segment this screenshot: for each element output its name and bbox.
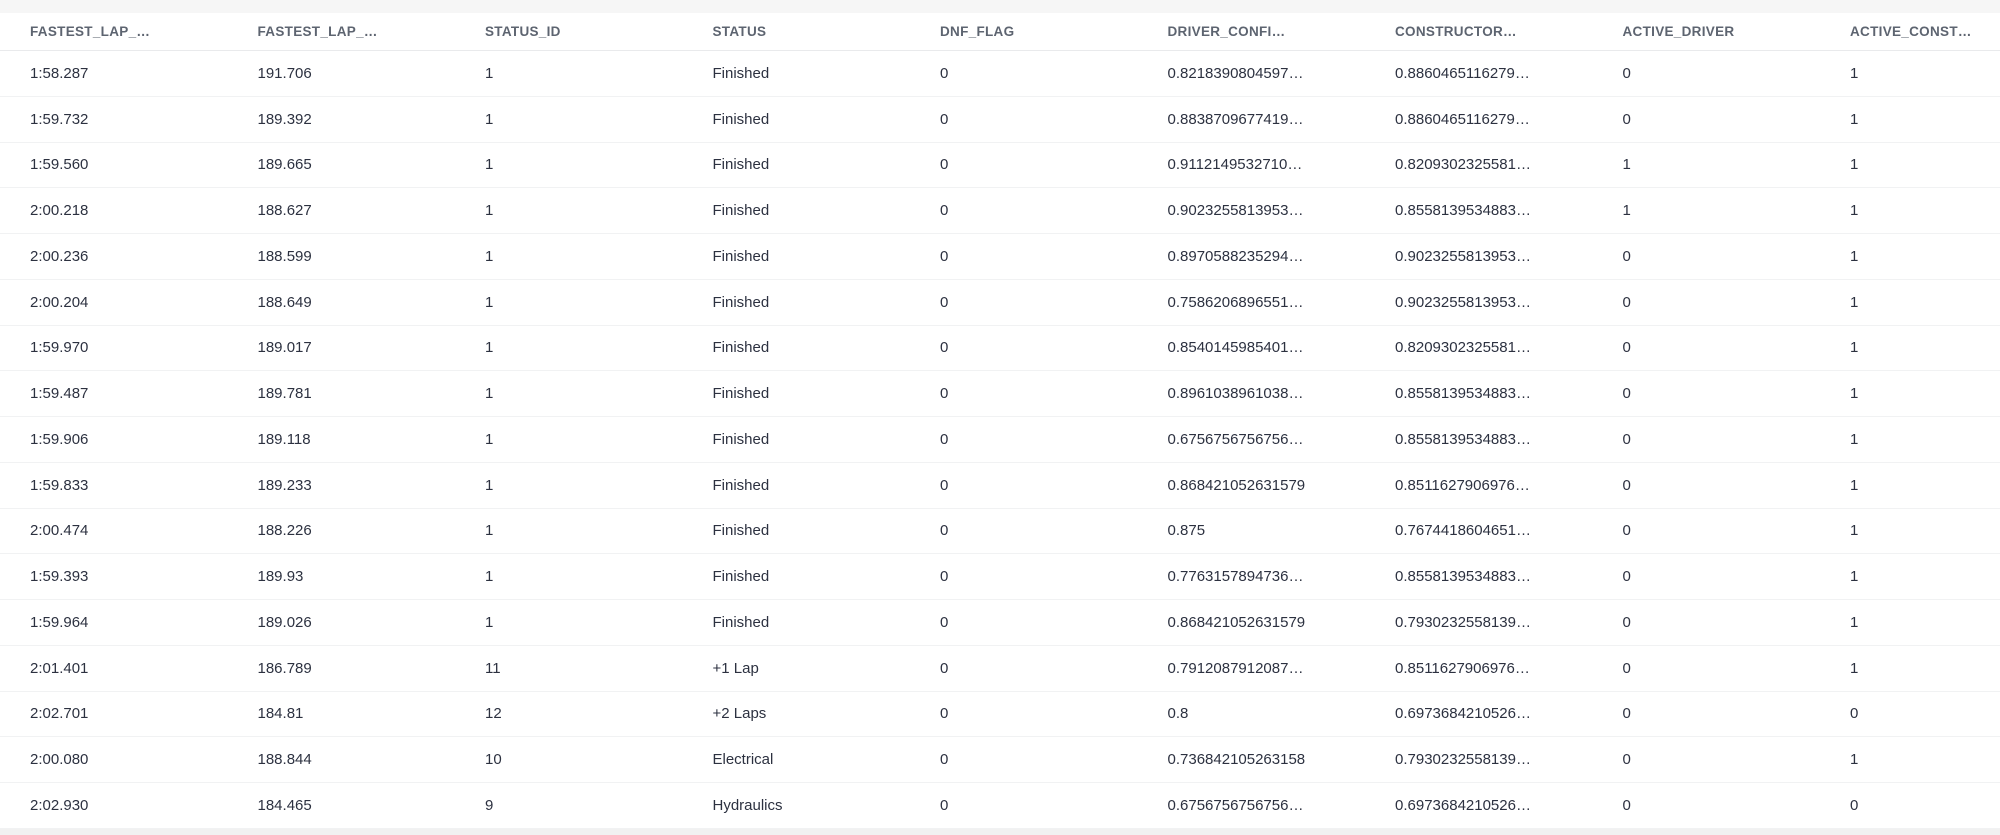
table-cell-constructor[interactable]: 0.8860465116279… xyxy=(1395,110,1530,128)
table-cell-fastest-lap-time[interactable]: 1:59.393 xyxy=(30,568,89,586)
table-row[interactable] xyxy=(0,234,2000,280)
table-cell-active-const[interactable]: 1 xyxy=(1850,522,1859,540)
table-cell-dnf-flag[interactable]: 0 xyxy=(940,385,949,403)
table-cell-status-id[interactable]: 1 xyxy=(485,156,494,174)
table-cell-fastest-lap-speed[interactable]: 186.789 xyxy=(257,659,312,677)
column-header-fastest-lap-time[interactable]: FASTEST_LAP_… xyxy=(30,24,151,39)
table-row[interactable] xyxy=(0,326,2000,372)
table-cell-dnf-flag[interactable]: 0 xyxy=(940,522,949,540)
table-cell-status[interactable]: Electrical xyxy=(712,751,774,769)
table-cell-driver-confi[interactable]: 0.736842105263158 xyxy=(1167,751,1306,769)
table-cell-constructor[interactable]: 0.8511627906976… xyxy=(1395,659,1530,677)
table-cell-status-id[interactable]: 11 xyxy=(485,659,501,677)
table-cell-status-id[interactable]: 9 xyxy=(485,796,494,814)
table-cell-status[interactable]: Finished xyxy=(712,522,770,540)
table-cell-dnf-flag[interactable]: 0 xyxy=(940,293,949,311)
table-cell-active-driver[interactable]: 0 xyxy=(1622,522,1631,540)
table-cell-fastest-lap-time[interactable]: 2:02.701 xyxy=(30,705,89,723)
table-cell-fastest-lap-time[interactable]: 2:00.080 xyxy=(30,751,89,769)
table-cell-constructor[interactable]: 0.8558139534883… xyxy=(1395,430,1531,448)
table-row[interactable] xyxy=(0,463,2000,509)
table-cell-active-const[interactable]: 1 xyxy=(1850,659,1859,677)
table-cell-fastest-lap-time[interactable]: 1:59.487 xyxy=(30,385,89,403)
table-cell-status-id[interactable]: 1 xyxy=(485,522,494,540)
table-cell-status-id[interactable]: 1 xyxy=(485,202,494,220)
table-cell-active-driver[interactable]: 0 xyxy=(1622,796,1631,814)
table-cell-fastest-lap-speed[interactable]: 188.649 xyxy=(257,293,312,311)
table-cell-status[interactable]: +1 Lap xyxy=(712,659,759,677)
table-cell-status[interactable]: Finished xyxy=(712,568,770,586)
table-cell-dnf-flag[interactable]: 0 xyxy=(940,430,949,448)
table-cell-status-id[interactable]: 1 xyxy=(485,110,494,128)
table-cell-active-driver[interactable]: 0 xyxy=(1622,705,1631,723)
table-scroll-area xyxy=(0,13,2000,829)
table-cell-dnf-flag[interactable]: 0 xyxy=(940,568,949,586)
table-cell-fastest-lap-speed[interactable]: 189.233 xyxy=(257,476,312,494)
table-cell-fastest-lap-speed[interactable]: 188.599 xyxy=(257,247,312,265)
table-row[interactable] xyxy=(0,143,2000,189)
table-cell-dnf-flag[interactable]: 0 xyxy=(940,110,949,128)
table-cell-active-const[interactable]: 1 xyxy=(1850,293,1859,311)
table-cell-active-const[interactable]: 1 xyxy=(1850,613,1859,631)
table-cell-status[interactable]: +2 Laps xyxy=(712,705,767,723)
table-cell-active-const[interactable]: 1 xyxy=(1850,751,1859,769)
table-cell-fastest-lap-speed[interactable]: 188.627 xyxy=(257,202,312,220)
column-header-status-id[interactable]: STATUS_ID xyxy=(485,24,561,39)
table-cell-active-const[interactable]: 1 xyxy=(1850,339,1859,357)
column-header-fastest-lap-speed[interactable]: FASTEST_LAP_… xyxy=(257,24,378,39)
table-cell-active-driver[interactable]: 0 xyxy=(1622,385,1631,403)
column-header-status[interactable]: STATUS xyxy=(712,24,767,39)
table-cell-dnf-flag[interactable]: 0 xyxy=(940,751,949,769)
table-row[interactable] xyxy=(0,417,2000,463)
table-cell-active-driver[interactable]: 0 xyxy=(1622,568,1631,586)
table-cell-driver-confi[interactable]: 0.8970588235294… xyxy=(1167,247,1304,265)
table-cell-status-id[interactable]: 1 xyxy=(485,247,494,265)
table-cell-active-driver[interactable]: 0 xyxy=(1622,293,1631,311)
table-cell-driver-confi[interactable]: 0.7763157894736… xyxy=(1167,568,1304,586)
table-cell-status[interactable]: Finished xyxy=(712,156,770,174)
table-cell-status[interactable]: Finished xyxy=(712,202,770,220)
table-row[interactable] xyxy=(0,600,2000,646)
table-cell-status[interactable]: Finished xyxy=(712,476,770,494)
table-cell-active-const[interactable]: 0 xyxy=(1850,705,1859,723)
table-cell-dnf-flag[interactable]: 0 xyxy=(940,339,949,357)
table-cell-active-driver[interactable]: 0 xyxy=(1622,247,1631,265)
table-cell-active-const[interactable]: 1 xyxy=(1850,430,1859,448)
table-cell-constructor[interactable]: 0.9023255813953… xyxy=(1395,293,1531,311)
table-cell-constructor[interactable]: 0.8860465116279… xyxy=(1395,64,1530,82)
table-cell-active-driver[interactable]: 0 xyxy=(1622,110,1631,128)
table-cell-dnf-flag[interactable]: 0 xyxy=(940,796,949,814)
table-cell-constructor[interactable]: 0.7674418604651… xyxy=(1395,522,1531,540)
table-cell-dnf-flag[interactable]: 0 xyxy=(940,156,949,174)
table-cell-active-driver[interactable]: 0 xyxy=(1622,430,1631,448)
table-cell-constructor[interactable]: 0.8558139534883… xyxy=(1395,385,1531,403)
table-cell-constructor[interactable]: 0.8209302325581… xyxy=(1395,156,1531,174)
table-cell-active-driver[interactable]: 0 xyxy=(1622,751,1631,769)
table-cell-driver-confi[interactable]: 0.7586206896551… xyxy=(1167,293,1304,311)
table-cell-fastest-lap-time[interactable]: 1:59.560 xyxy=(30,156,89,174)
table-row[interactable] xyxy=(0,646,2000,692)
table-cell-active-const[interactable]: 1 xyxy=(1850,110,1859,128)
table-cell-fastest-lap-speed[interactable]: 184.465 xyxy=(257,796,312,814)
table-cell-driver-confi[interactable]: 0.8838709677419… xyxy=(1167,110,1304,128)
table-cell-fastest-lap-speed[interactable]: 188.844 xyxy=(257,751,312,769)
table-cell-status-id[interactable]: 1 xyxy=(485,430,494,448)
table-cell-dnf-flag[interactable]: 0 xyxy=(940,64,949,82)
table-cell-driver-confi[interactable]: 0.868421052631579 xyxy=(1167,476,1306,494)
table-cell-fastest-lap-time[interactable]: 2:00.236 xyxy=(30,247,89,265)
table-top-spacer xyxy=(0,0,2000,13)
table-cell-status[interactable]: Finished xyxy=(712,110,770,128)
table-cell-status[interactable]: Finished xyxy=(712,430,770,448)
table-cell-status[interactable]: Hydraulics xyxy=(712,796,783,814)
table-cell-driver-confi[interactable]: 0.8 xyxy=(1167,705,1189,723)
table-cell-dnf-flag[interactable]: 0 xyxy=(940,659,949,677)
table-row[interactable] xyxy=(0,51,2000,97)
table-cell-active-const[interactable]: 1 xyxy=(1850,385,1859,403)
column-header-active-const[interactable]: ACTIVE_CONST… xyxy=(1850,24,1972,39)
table-cell-constructor[interactable]: 0.8209302325581… xyxy=(1395,339,1531,357)
table-cell-status-id[interactable]: 1 xyxy=(485,339,494,357)
table-cell-constructor[interactable]: 0.6973684210526… xyxy=(1395,796,1531,814)
table-cell-status-id[interactable]: 1 xyxy=(485,476,494,494)
table-cell-constructor[interactable]: 0.8511627906976… xyxy=(1395,476,1530,494)
table-cell-active-const[interactable]: 1 xyxy=(1850,64,1859,82)
table-cell-status-id[interactable]: 1 xyxy=(485,385,494,403)
table-cell-driver-confi[interactable]: 0.6756756756756… xyxy=(1167,796,1304,814)
table-cell-fastest-lap-time[interactable]: 2:00.474 xyxy=(30,522,89,540)
table-cell-fastest-lap-time[interactable]: 1:59.833 xyxy=(30,476,89,494)
table-cell-status[interactable]: Finished xyxy=(712,613,770,631)
table-cell-fastest-lap-speed[interactable]: 188.226 xyxy=(257,522,312,540)
table-cell-active-driver[interactable]: 0 xyxy=(1622,339,1631,357)
table-cell-status-id[interactable]: 1 xyxy=(485,64,494,82)
table-cell-fastest-lap-time[interactable]: 1:59.906 xyxy=(30,430,89,448)
table-cell-active-const[interactable]: 1 xyxy=(1850,202,1859,220)
table-cell-status-id[interactable]: 10 xyxy=(485,751,502,769)
table-cell-fastest-lap-speed[interactable]: 189.781 xyxy=(257,385,312,403)
table-row[interactable] xyxy=(0,783,2000,829)
table-cell-status-id[interactable]: 1 xyxy=(485,568,494,586)
table-cell-status[interactable]: Finished xyxy=(712,293,770,311)
horizontal-scrollbar-track[interactable] xyxy=(0,829,2000,835)
table-cell-active-const[interactable]: 1 xyxy=(1850,568,1859,586)
table-cell-constructor[interactable]: 0.8558139534883… xyxy=(1395,202,1531,220)
table-cell-fastest-lap-time[interactable]: 2:01.401 xyxy=(30,659,89,677)
table-row[interactable] xyxy=(0,509,2000,555)
table-cell-constructor[interactable]: 0.6973684210526… xyxy=(1395,705,1531,723)
table-row[interactable] xyxy=(0,280,2000,326)
header-row xyxy=(0,13,2000,51)
table-cell-dnf-flag[interactable]: 0 xyxy=(940,705,949,723)
table-cell-active-driver[interactable]: 0 xyxy=(1622,476,1631,494)
table-cell-fastest-lap-speed[interactable]: 189.026 xyxy=(257,613,312,631)
table-cell-fastest-lap-time[interactable]: 2:00.218 xyxy=(30,202,89,220)
table-cell-status-id[interactable]: 1 xyxy=(485,293,494,311)
table-cell-active-const[interactable]: 1 xyxy=(1850,156,1859,174)
table-row[interactable] xyxy=(0,737,2000,783)
table-cell-active-const[interactable]: 1 xyxy=(1850,247,1859,265)
table-cell-active-driver[interactable]: 0 xyxy=(1622,659,1631,677)
table-cell-driver-confi[interactable]: 0.8540145985401… xyxy=(1167,339,1304,357)
table-cell-driver-confi[interactable]: 0.7912087912087… xyxy=(1167,659,1304,677)
table-cell-fastest-lap-time[interactable]: 1:58.287 xyxy=(30,64,89,82)
table-cell-fastest-lap-speed[interactable]: 191.706 xyxy=(257,64,312,82)
table-cell-driver-confi[interactable]: 0.9023255813953… xyxy=(1167,202,1304,220)
table-cell-status[interactable]: Finished xyxy=(712,385,770,403)
table-row[interactable] xyxy=(0,97,2000,143)
table-cell-active-const[interactable]: 0 xyxy=(1850,796,1859,814)
table-cell-driver-confi[interactable]: 0.6756756756756… xyxy=(1167,430,1304,448)
column-header-driver-confi[interactable]: DRIVER_CONFI… xyxy=(1167,24,1286,39)
table-cell-constructor[interactable]: 0.8558139534883… xyxy=(1395,568,1531,586)
table-row[interactable] xyxy=(0,188,2000,234)
table-cell-dnf-flag[interactable]: 0 xyxy=(940,247,949,265)
table-cell-active-driver[interactable]: 1 xyxy=(1622,202,1631,220)
table-cell-driver-confi[interactable]: 0.9112149532710… xyxy=(1167,156,1303,174)
table-cell-fastest-lap-speed[interactable]: 184.81 xyxy=(257,705,304,723)
table-cell-dnf-flag[interactable]: 0 xyxy=(940,476,949,494)
table-cell-dnf-flag[interactable]: 0 xyxy=(940,613,949,631)
table-cell-fastest-lap-speed[interactable]: 189.017 xyxy=(257,339,312,357)
table-cell-active-const[interactable]: 1 xyxy=(1850,476,1859,494)
table-cell-fastest-lap-speed[interactable]: 189.118 xyxy=(257,430,311,448)
table-cell-driver-confi[interactable]: 0.875 xyxy=(1167,522,1206,540)
column-header-active-driver[interactable]: ACTIVE_DRIVER xyxy=(1622,24,1735,39)
table-cell-status[interactable]: Finished xyxy=(712,64,770,82)
table-cell-fastest-lap-time[interactable]: 2:00.204 xyxy=(30,293,89,311)
table-cell-active-driver[interactable]: 1 xyxy=(1622,156,1631,174)
table-cell-active-driver[interactable]: 0 xyxy=(1622,64,1631,82)
table-cell-driver-confi[interactable]: 0.8218390804597… xyxy=(1167,64,1304,82)
table-cell-fastest-lap-time[interactable]: 1:59.964 xyxy=(30,613,89,631)
table-cell-driver-confi[interactable]: 0.868421052631579 xyxy=(1167,613,1306,631)
table-cell-fastest-lap-speed[interactable]: 189.93 xyxy=(257,568,304,586)
table-row[interactable] xyxy=(0,692,2000,738)
table-cell-fastest-lap-time[interactable]: 1:59.732 xyxy=(30,110,89,128)
table-cell-fastest-lap-time[interactable]: 2:02.930 xyxy=(30,796,89,814)
table-cell-constructor[interactable]: 0.7930232558139… xyxy=(1395,613,1531,631)
table-cell-status[interactable]: Finished xyxy=(712,339,770,357)
table-cell-driver-confi[interactable]: 0.8961038961038… xyxy=(1167,385,1304,403)
table-cell-fastest-lap-time[interactable]: 1:59.970 xyxy=(30,339,89,357)
table-cell-constructor[interactable]: 0.7930232558139… xyxy=(1395,751,1531,769)
table-cell-active-driver[interactable]: 0 xyxy=(1622,613,1631,631)
table-cell-fastest-lap-speed[interactable]: 189.392 xyxy=(257,110,312,128)
column-header-constructor[interactable]: CONSTRUCTOR… xyxy=(1395,24,1517,39)
table-cell-fastest-lap-speed[interactable]: 189.665 xyxy=(257,156,312,174)
table-row[interactable] xyxy=(0,371,2000,417)
table-cell-dnf-flag[interactable]: 0 xyxy=(940,202,949,220)
table-row[interactable] xyxy=(0,554,2000,600)
table-cell-status-id[interactable]: 12 xyxy=(485,705,502,723)
table-body xyxy=(0,51,2000,829)
table-cell-status[interactable]: Finished xyxy=(712,247,770,265)
table-cell-constructor[interactable]: 0.9023255813953… xyxy=(1395,247,1531,265)
table-cell-status-id[interactable]: 1 xyxy=(485,613,494,631)
column-header-dnf-flag[interactable]: DNF_FLAG xyxy=(940,24,1015,39)
